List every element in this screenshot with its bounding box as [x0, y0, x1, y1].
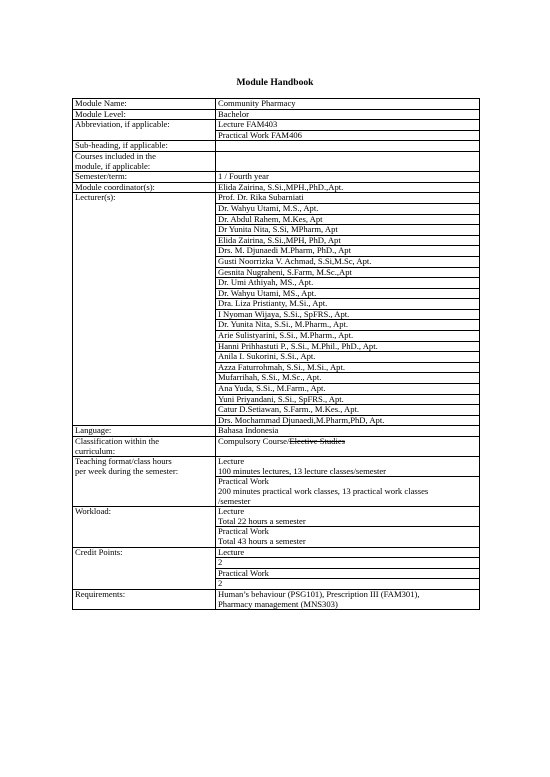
teaching-lecture [216, 457, 480, 477]
label-teaching-line-1: Teaching format/class hours [75, 456, 172, 467]
row-classification [73, 437, 480, 457]
lecturer-item: Dr. Umi Athiyah, MS., Apt. [216, 278, 480, 289]
row-abbreviation [73, 120, 480, 131]
label-classification-line-1: Classification within the [75, 436, 160, 446]
workload-lecture-title: Lecture [218, 506, 245, 517]
credit-practical-value: 2 [216, 579, 480, 590]
label-teaching-format [73, 457, 216, 477]
workload-practical-text: Total 43 hours a semester [218, 535, 306, 546]
row-teaching-format [73, 457, 480, 477]
lecturer-item: Prof. Dr. Rika Subarniati [216, 193, 480, 204]
lecturer-item: Azza Faturrohmah, S.Si., M.Si., Apt. [216, 362, 480, 373]
row-module-name [73, 99, 480, 110]
value-abbreviation-lecture: Lecture FAM403 [216, 120, 480, 131]
lecturer-item: Dr Yunita Nita, S.Si, MPharm, Apt [216, 225, 480, 236]
value-classification [216, 437, 480, 457]
label-language: Language: [73, 426, 216, 437]
teaching-practical-text-line-1: 200 minutes practical work classes, 13 practical work classes [218, 485, 429, 496]
workload-practical [216, 527, 480, 547]
lecturer-item: Hanni Prihhastuti P., S.Si., M.Phil., PhD., Apt. [216, 341, 480, 352]
lecturer-item: Drs. Mochammad Djunaedi,M.Pharm,PhD, Apt. [216, 415, 480, 426]
value-module-level: Bachelor [216, 109, 480, 120]
label-courses-included [73, 151, 216, 171]
row-sub-heading [73, 141, 480, 152]
lecturer-item: I Nyoman Wijaya, S.Si., SpFRS., Apt. [216, 309, 480, 320]
value-requirements [216, 589, 480, 609]
row-language [73, 426, 480, 437]
label-classification-line-2: curriculum: [75, 445, 116, 456]
label-semester: Semester/term: [73, 172, 216, 183]
workload-lecture-text: Total 22 hours a semester [218, 515, 306, 526]
teaching-lecture-text: 100 minutes lectures, 13 lecture classes/semester [218, 465, 387, 476]
lecturer-item: Elida Zairina, S.Si.,MPH, PhD, Apt [216, 235, 480, 246]
lecturer-item: Ana Yuda, S.Si., M.Farm., Apt. [216, 384, 480, 395]
lecturer-item: Yuni Priyandani, S.Si., SpFRS., Apt. [216, 394, 480, 405]
lecturer-item: Drs. M. Djunaedi M.Pharm, PhD., Apt [216, 246, 480, 257]
requirements-line-1: Human’s behaviour (PSG101), Prescription III (FAM301), [218, 588, 420, 599]
value-sub-heading [216, 141, 480, 152]
lecturer-item: Gesnita Nugraheni, S.Farm, M.Sc.,Apt [216, 267, 480, 278]
label-requirements: Requirements: [73, 589, 216, 609]
label-module-level: Module Level: [73, 109, 216, 120]
value-language: Bahasa Indonesia [216, 426, 480, 437]
module-table [72, 98, 480, 610]
lecturer-item: Dr. Yunita Nita, S.Si., M.Pharm., Apt. [216, 320, 480, 331]
classification-compulsory: Compulsory Course/ [218, 436, 290, 446]
label-module-name: Module Name: [73, 99, 216, 110]
label-workload: Workload: [73, 507, 216, 527]
lecturer-item: Dr. Wahyu Utami, MS., Apt. [216, 288, 480, 299]
row-courses-included [73, 151, 480, 171]
credit-practical-title: Practical Work [216, 568, 480, 579]
lecturer-item: Dr. Abdul Rahem, M.Kes, Apt [216, 214, 480, 225]
label-sub-heading: Sub-heading, if applicable: [73, 141, 216, 152]
label-courses-included-line-1: Courses included in the [75, 150, 156, 161]
lecturer-item: Dr. Wahyu Utami, M.S., Apt. [216, 203, 480, 214]
value-abbreviation-practical: Practical Work FAM406 [216, 130, 480, 141]
teaching-practical [216, 477, 480, 507]
label-teaching-line-2: per week during the semester: [75, 465, 179, 476]
lecturer-item: Mufarrihah, S.Si., M.Sc., Apt. [216, 373, 480, 384]
lecturer-item: Anila I. Sukorini, S.Si., Apt. [216, 352, 480, 363]
value-courses-included [216, 151, 480, 171]
row-coordinator [73, 182, 480, 193]
label-credit-points: Credit Points: [73, 547, 216, 558]
label-coordinator: Module coordinator(s): [73, 182, 216, 193]
row-workload [73, 507, 480, 527]
value-coordinator: Elida Zairina, S.Si.,MPH.,PhD.,Apt. [216, 182, 480, 193]
teaching-practical-text-line-2: /semester [218, 495, 251, 506]
document-title: Module Handbook [236, 77, 314, 88]
workload-practical-title: Practical Work [218, 526, 269, 537]
lecturer-item: Dra. Liza Pristianty, M.Si., Apt. [216, 299, 480, 310]
row-semester [73, 172, 480, 183]
teaching-practical-title: Practical Work [218, 476, 269, 487]
value-module-name: Community Pharmacy [216, 99, 480, 110]
lecturer-item: Catur D.Setiawan, S.Farm., M.Kes., Apt. [216, 405, 480, 416]
label-lecturers: Lecturer(s): [73, 193, 216, 426]
lecturer-item: Arie Sulistyarini, S.Si., M.Pharm., Apt. [216, 331, 480, 342]
requirements-line-2: Pharmacy management (MNS303) [218, 598, 338, 609]
row-module-level [73, 109, 480, 120]
label-courses-included-line-2: module, if applicable: [75, 160, 151, 171]
label-abbreviation: Abbreviation, if applicable: [73, 120, 216, 141]
teaching-lecture-title: Lecture [218, 456, 245, 467]
classification-elective-struck: Elective Studies [289, 436, 345, 446]
row-lecturers [73, 193, 480, 204]
label-classification [73, 437, 216, 457]
credit-lecture-title: Lecture [216, 547, 480, 558]
row-requirements [73, 589, 480, 609]
row-credit-points [73, 547, 480, 558]
workload-lecture [216, 507, 480, 527]
lecturer-item: Gusti Noorrizka V. Achmad, S.Si,M.Sc, Apt. [216, 256, 480, 267]
credit-lecture-value: 2 [216, 558, 480, 569]
value-semester: 1 / Fourth year [216, 172, 480, 183]
